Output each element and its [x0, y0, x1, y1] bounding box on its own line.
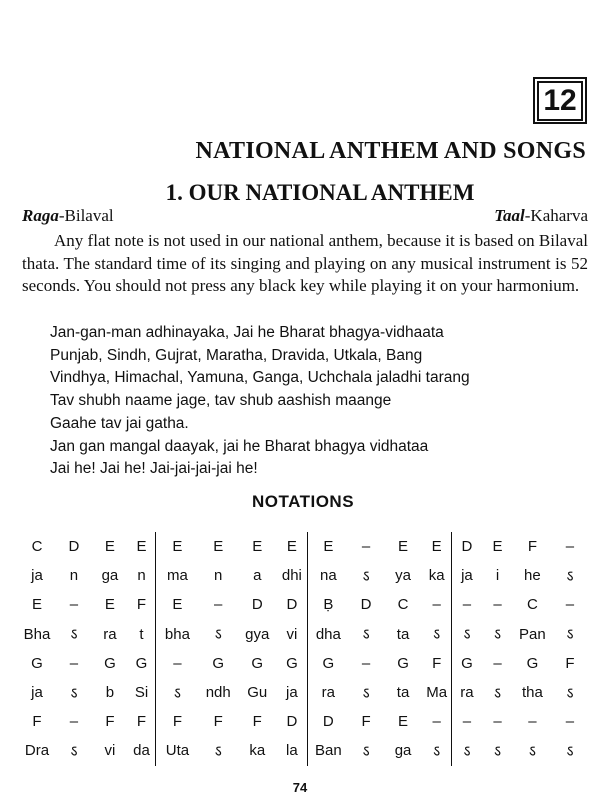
notation-cell: ja — [461, 567, 473, 585]
notation-cell: G — [397, 654, 409, 672]
taal-info — [494, 206, 588, 226]
notation-cell: ka — [423, 561, 452, 590]
notation-cell: Si — [128, 678, 156, 707]
notation-cell: F — [128, 707, 156, 736]
notation-swara-row — [18, 707, 588, 736]
notation-lyric-row — [18, 678, 588, 707]
notation-cell: F — [172, 713, 182, 731]
notation-cell: – — [493, 596, 502, 614]
notation-cell: D — [277, 590, 308, 619]
notation-cell: F — [527, 538, 537, 556]
notation-cell: ऽ — [362, 567, 370, 585]
notation-cell: E — [423, 532, 452, 561]
section-title: 1. OUR NATIONAL ANTHEM — [165, 180, 475, 205]
notation-cell: ta — [396, 625, 410, 643]
notation-cell: – — [462, 713, 472, 731]
notation-cell: – — [361, 654, 371, 672]
notation-cell: ऽ — [463, 742, 471, 760]
notation-cell: n — [69, 567, 79, 585]
notation-cell: Uta — [165, 742, 190, 760]
notation-cell: G — [128, 649, 156, 678]
lyric-line: Gaahe tav jai gatha. — [50, 414, 189, 432]
chapter-title: NATIONAL ANTHEM AND SONGS — [195, 138, 586, 164]
notation-cell: G — [31, 654, 43, 672]
notation-cell: E — [277, 532, 308, 561]
notation-cell: Ma — [423, 678, 452, 707]
chapter-number: 12 — [537, 81, 582, 121]
notation-cell: Dra — [24, 742, 50, 760]
notation-swara-row — [18, 649, 588, 678]
chapter-number-box — [533, 77, 587, 124]
notation-cell: gya — [245, 625, 270, 643]
notation-cell: ऽ — [70, 684, 78, 702]
notation-cell: – — [361, 538, 371, 556]
notation-cell: ndh — [205, 684, 231, 702]
notation-cell: ऽ — [566, 684, 574, 702]
notation-cell: – — [173, 654, 182, 672]
notation-cell: ऽ — [493, 626, 501, 644]
notation-cell: D — [68, 538, 80, 556]
notation-cell: tha — [521, 684, 543, 702]
notation-cell: F — [423, 649, 452, 678]
notation-cell: F — [252, 713, 262, 731]
notation-cell: ऽ — [70, 626, 78, 644]
intro-paragraph: Any flat note is not used in our national anthem, because it is based on Bilaval thata. The standard time of its singing and playing on any musical instrument is 52 seconds. You should not press any black key while playing it on your harmonium. — [22, 231, 588, 295]
notation-cell: E — [323, 538, 334, 556]
notation-cell: E — [128, 532, 156, 561]
notation-swara-row — [18, 532, 588, 561]
notation-cell: E — [104, 596, 115, 614]
notation-cell: ऽ — [493, 742, 501, 760]
notation-cell: G — [251, 654, 264, 672]
notation-cell: ऽ — [362, 742, 370, 760]
notation-cell: D — [277, 707, 308, 736]
raga-info — [22, 206, 114, 226]
notation-cell: ऽ — [173, 684, 181, 702]
notation-cell: – — [565, 713, 575, 731]
notation-cell: dha — [315, 625, 341, 643]
notation-lyric-row — [18, 620, 588, 649]
notation-cell: ja — [277, 678, 308, 707]
notation-cell: – — [565, 538, 575, 556]
notation-cell: E — [252, 538, 263, 556]
lyric-line: Vindhya, Himachal, Yamuna, Ganga, Uchchala jaladhi tarang — [50, 369, 470, 387]
notation-cell: Bha — [23, 625, 51, 643]
notation-cell: D — [360, 596, 372, 614]
notation-cell: – — [69, 713, 79, 731]
notation-cell: E — [31, 596, 42, 614]
notation-cell: F — [105, 713, 115, 731]
notation-cell: E — [398, 538, 409, 556]
notation-cell: ma — [166, 567, 188, 585]
anthem-lyrics — [50, 322, 470, 481]
notation-cell: – — [423, 707, 452, 736]
notation-cell: i — [495, 567, 500, 585]
notation-cell: D — [322, 713, 334, 731]
lyric-line: Jan gan mangal daayak, jai he Bharat bhagya vidhataa — [50, 437, 429, 455]
notation-cell: E — [172, 596, 183, 614]
notation-cell: Gu — [247, 684, 268, 702]
notation-cell: G — [526, 654, 539, 672]
notation-cell: Ḅ — [323, 596, 334, 614]
taal-label: Taal — [494, 206, 525, 225]
notation-cell: F — [213, 713, 223, 731]
notation-cell: D — [461, 538, 473, 556]
notation-cell: la — [277, 736, 308, 765]
notation-cell: ka — [249, 742, 266, 760]
notation-cell: – — [423, 590, 452, 619]
notation-cell: ऽ — [423, 620, 452, 649]
notation-cell: – — [565, 596, 575, 614]
notation-cell: E — [213, 538, 224, 556]
notation-cell: – — [528, 713, 537, 731]
notation-cell: dhi — [277, 561, 308, 590]
notation-cell: F — [565, 654, 575, 672]
notation-cell: ऽ — [70, 742, 78, 760]
notation-cell: – — [214, 596, 223, 614]
lyric-line: Jan-gan-man adhinayaka, Jai he Bharat bhagya-vidhaata — [50, 324, 444, 341]
notation-cell: F — [32, 713, 42, 731]
notation-cell: ऽ — [463, 626, 471, 644]
notation-lyric-row — [18, 736, 588, 765]
raga-taal-line — [22, 206, 588, 226]
notation-cell: vi — [277, 620, 308, 649]
notation-cell: ऽ — [566, 626, 574, 644]
notation-cell: E — [172, 538, 183, 556]
notation-cell: G — [212, 654, 225, 672]
notation-lyric-row — [18, 561, 588, 590]
notation-cell: – — [69, 654, 79, 672]
notation-table — [18, 532, 588, 766]
notation-cell: F — [361, 713, 371, 731]
notation-cell: G — [461, 654, 473, 672]
notation-cell: ga — [394, 742, 412, 760]
notation-cell: na — [319, 567, 337, 585]
notation-cell: C — [31, 538, 43, 556]
notation-cell: ra — [321, 684, 335, 702]
lyric-line: Jai he! Jai he! Jai-jai-jai-jai he! — [50, 460, 258, 478]
notation-cell: a — [253, 567, 262, 585]
page-number: 74 — [292, 780, 308, 795]
raga-value: -Bilaval — [58, 206, 114, 225]
notation-cell: bha — [164, 625, 190, 643]
taal-value: -Kaharva — [524, 206, 588, 225]
notation-cell: – — [462, 596, 472, 614]
notation-cell: n — [214, 567, 223, 585]
lyric-line: Punjab, Sindh, Gujrat, Maratha, Dravida, Utkala, Bang — [50, 346, 423, 364]
notation-cell: E — [398, 713, 409, 731]
lyric-line: Tav shubh naame jage, tav shub aashish maange — [50, 392, 392, 410]
notation-cell: F — [128, 590, 156, 619]
notation-cell: b — [105, 684, 115, 702]
notation-cell: ga — [101, 567, 119, 585]
notation-swara-row — [18, 590, 588, 619]
notation-cell: ta — [396, 684, 410, 702]
notation-cell: E — [104, 538, 115, 556]
notation-cell: n — [128, 561, 156, 590]
notation-cell: ya — [395, 567, 411, 585]
notation-cell: – — [493, 654, 502, 672]
notation-cell: vi — [104, 742, 116, 760]
raga-label: Raga — [22, 206, 59, 225]
notation-cell: G — [322, 654, 335, 672]
notation-cell: ऽ — [362, 684, 370, 702]
notation-cell: G — [104, 654, 116, 672]
notation-cell: ऽ — [362, 626, 370, 644]
notations-title: NOTATIONS — [251, 492, 355, 511]
notation-cell: ऽ — [528, 742, 536, 760]
notation-cell: ऽ — [493, 684, 501, 702]
notation-cell: ऽ — [566, 567, 574, 585]
notation-cell: Pan — [519, 625, 546, 643]
notation-cell: da — [128, 736, 156, 765]
notation-cell: ऽ — [214, 742, 222, 760]
notation-cell: ऽ — [423, 736, 452, 765]
notation-cell: ja — [31, 567, 43, 585]
notation-cell: C — [526, 596, 538, 614]
notation-cell: C — [397, 596, 409, 614]
notation-cell: ra — [460, 684, 474, 702]
notation-cell: he — [524, 567, 541, 585]
notation-cell: ja — [31, 684, 43, 702]
notation-cell: – — [69, 596, 79, 614]
notation-cell: – — [493, 713, 502, 731]
notation-cell: t — [128, 620, 156, 649]
notation-cell: ऽ — [566, 742, 574, 760]
notation-cell: Ban — [314, 742, 342, 760]
notation-cell: D — [251, 596, 263, 614]
notation-cell: ra — [103, 625, 117, 643]
notation-cell: E — [492, 538, 503, 556]
notation-cell: G — [277, 649, 308, 678]
notation-cell: ऽ — [214, 626, 222, 644]
